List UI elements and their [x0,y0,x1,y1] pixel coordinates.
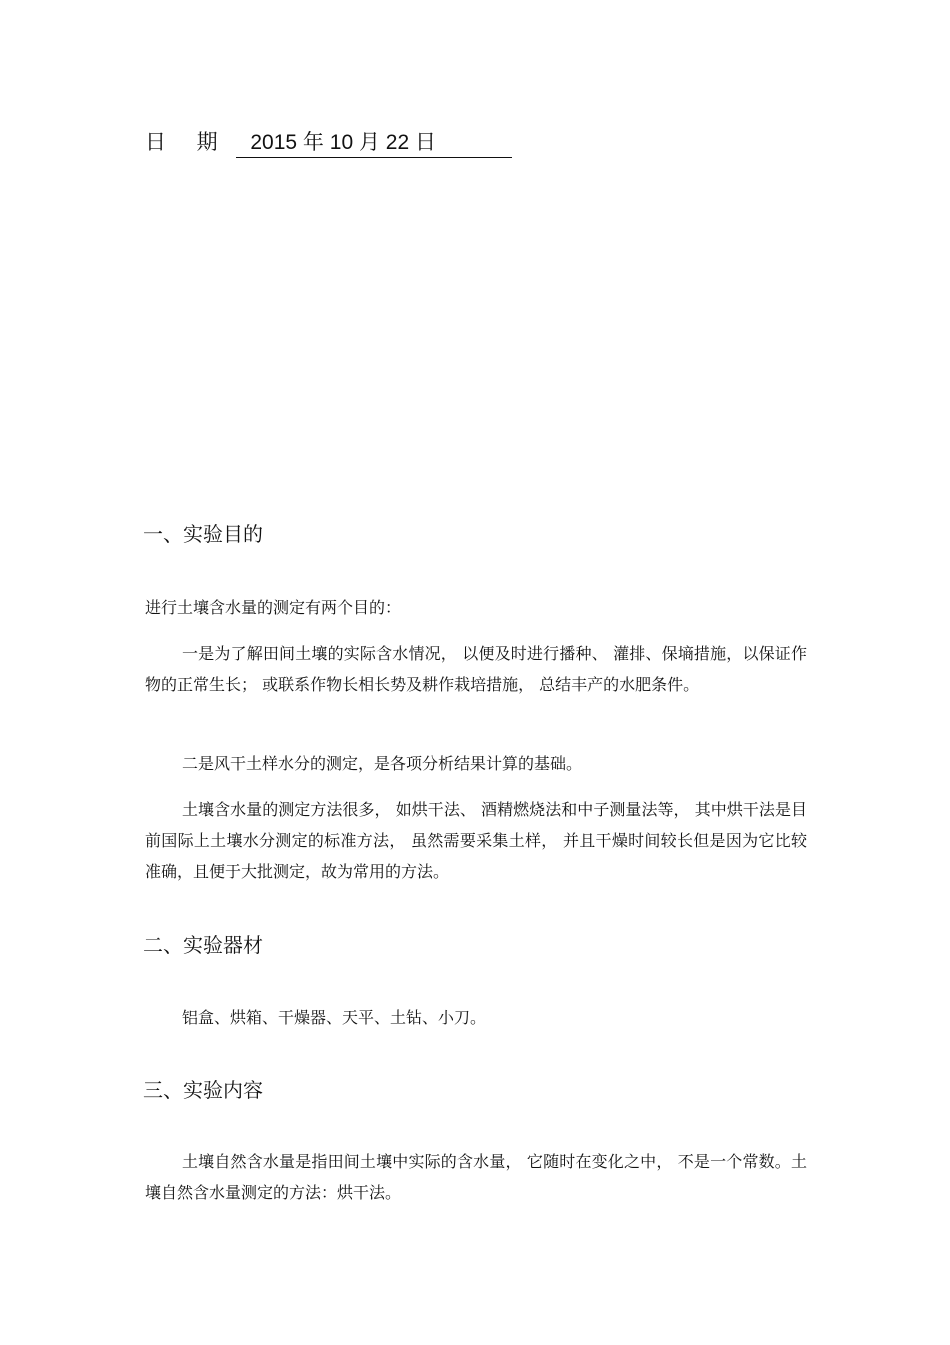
purpose-intro-paragraph: 进行土壤含水量的测定有两个目的： [145,598,402,617]
content-paragraph: 土壤自然含水量是指田间土壤中实际的含水量， 它随时在变化之中， 不是一个常数。土壤自然含水量测定的方法：烘干法。 [145,1152,807,1202]
date-line [145,128,512,158]
section-heading-content: 三、实验内容 [143,1078,263,1102]
purpose-paragraph-2: 二是风干土样水分的测定，是各项分析结果计算的基础。 [182,754,583,773]
date-value: 2015 年 10 月 22 日 [236,129,512,158]
purpose-paragraph-3: 土壤含水量的测定方法很多， 如烘干法、 酒精燃烧法和中子测量法等， 其中烘干法是目前国际上土壤水分测定的标准方法， 虽然需要采集土样， 并且干燥时间较长但是因为它比较准确，且便于大批测定，故为常用的方法。 [145,800,807,881]
section-heading-purpose: 一、实验目的 [143,522,263,546]
purpose-paragraph-1: 一是为了解田间土壤的实际含水情况， 以便及时进行播种、 灌排、保墒措施，以保证作物的正常生长； 或联系作物长相长势及耕作栽培措施， 总结丰产的水肥条件。 [145,644,807,694]
section-heading-equipment: 二、实验器材 [143,933,263,957]
date-label: 日 期 [145,130,230,154]
equipment-paragraph: 铝盒、烘箱、干燥器、天平、土钻、小刀。 [182,1008,487,1027]
